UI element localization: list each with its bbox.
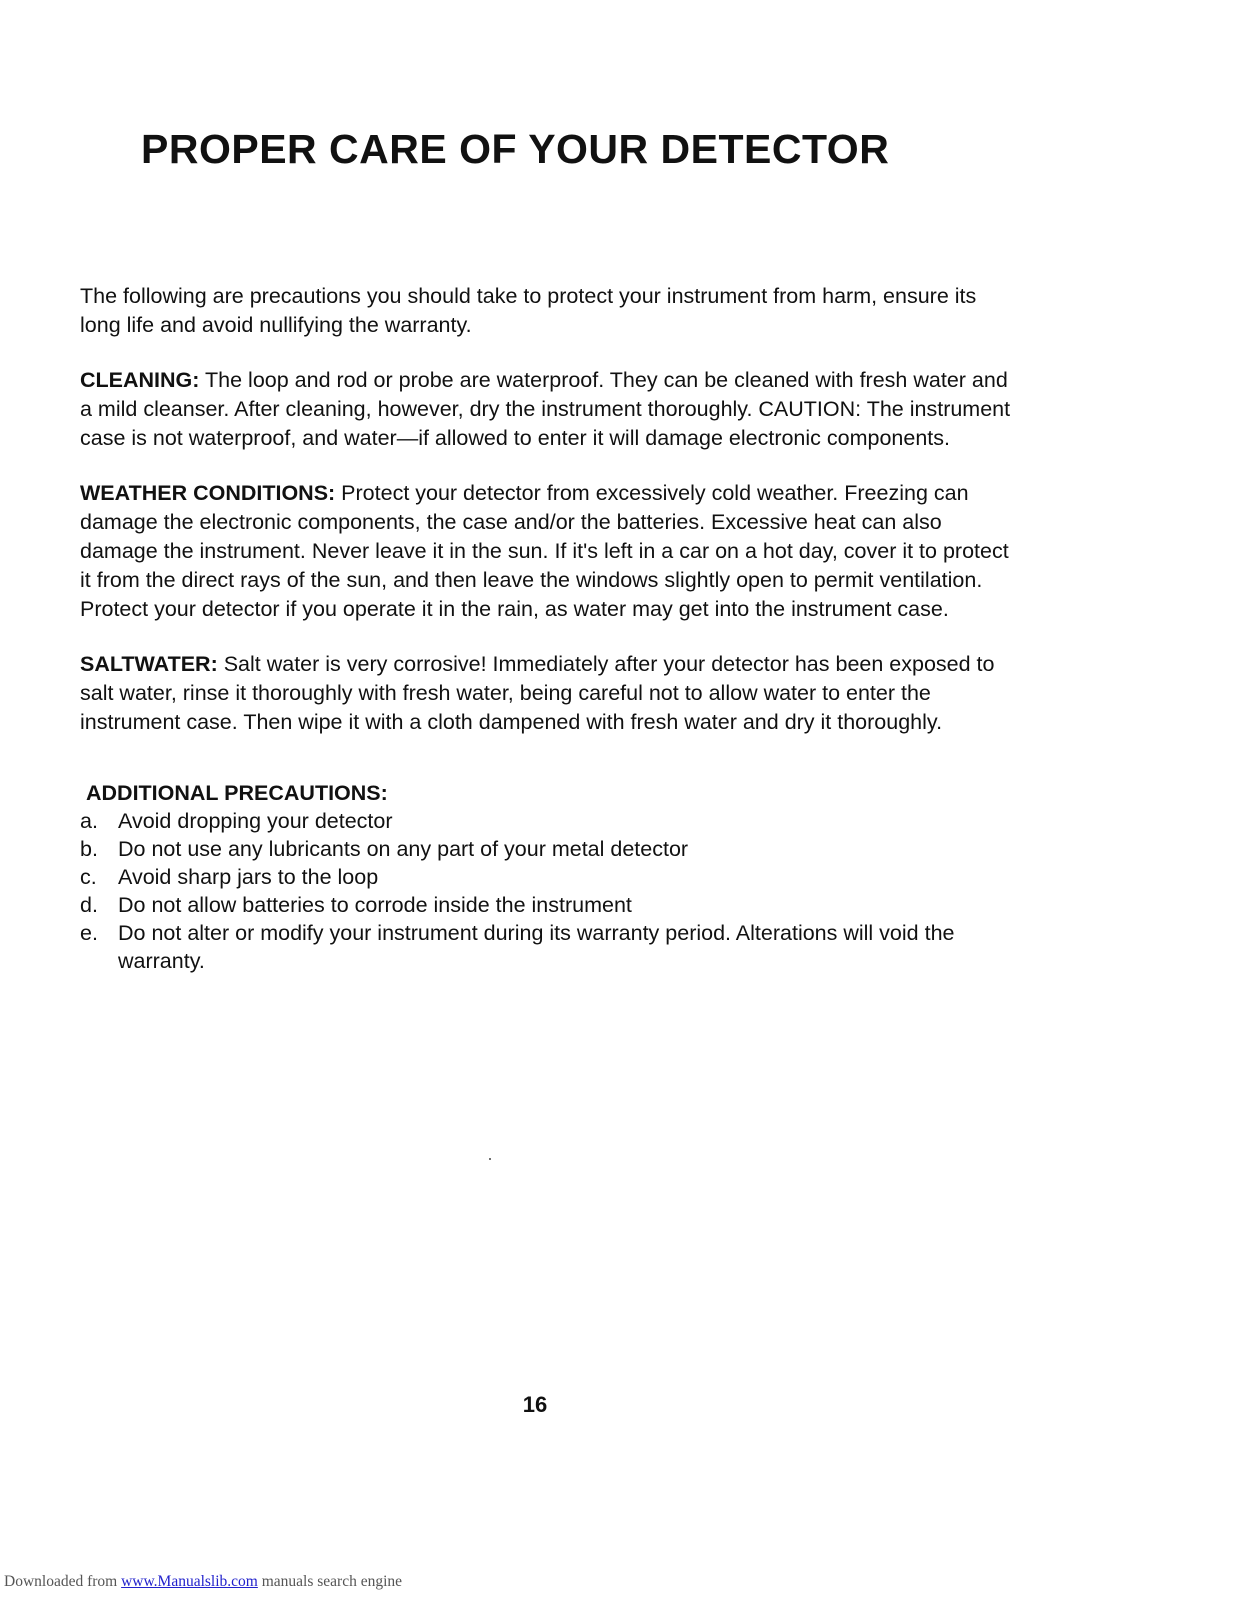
download-footer [4,1573,402,1591]
list-item-text: Do not alter or modify your instrument during its warranty period. Alterations will void the warranty. [118,921,955,973]
list-marker: e. [80,921,98,945]
intro-paragraph: The following are precautions you should take to protect your instrument from harm, ensure its long life and avoid nullifying the warranty. [80,284,977,337]
page-content [80,282,1020,975]
additional-precautions [80,779,1020,975]
list-item [80,891,1020,919]
list-item [80,807,1020,835]
list-marker: b. [80,837,98,861]
scan-speck [489,1158,491,1160]
cleaning-heading: CLEANING: [80,368,200,392]
list-item-text: Do not use any lubricants on any part of your metal detector [118,837,689,861]
footer-suffix: manuals search engine [257,1573,403,1590]
list-item [80,863,1020,891]
list-item-text: Avoid sharp jars to the loop [118,865,379,889]
manualslib-link[interactable]: www.Manualslib.com [121,1573,258,1590]
weather-section [80,479,1020,624]
page-number: 16 [522,1392,548,1417]
list-marker: a. [80,809,98,833]
list-marker: d. [80,893,98,917]
saltwater-section [80,650,1020,737]
list-item [80,919,1020,975]
cleaning-section [80,366,1020,453]
list-item [80,835,1020,863]
list-item-text: Do not allow batteries to corrode inside the instrument [118,893,632,917]
weather-heading: WEATHER CONDITIONS: [80,481,336,505]
footer-prefix: Downloaded from [4,1573,122,1590]
precautions-heading: ADDITIONAL PRECAUTIONS: [86,781,388,805]
list-marker: c. [80,865,97,889]
saltwater-body: Salt water is very corrosive! Immediately after your detector has been exposed to salt water, rinse it thoroughly with fresh water, being careful not to allow water to enter the instrument case. Then wipe it with a cloth dampened with fresh water and dry it thoroughly. [80,652,995,734]
list-item-text: Avoid dropping your detector [118,809,393,833]
cleaning-body: The loop and rod or probe are waterproof. They can be cleaned with fresh water and a mild cleanser. After cleaning, however, dry the instrument thoroughly. CAUTION: The instrument case is not waterproof, and water—if allowed to enter it will damage electronic components. [80,368,1011,450]
weather-body: Protect your detector from excessively cold weather. Freezing can damage the electronic components, the case and/or the batteries. Excessive heat can also damage the instrument. Never leave it in the sun. If it's left in a car on a hot day, cover it to protect it from the direct rays of the sun, and then leave the windows slightly open to permit ventilation. Protect your detector if you operate it in the rain, as water may get into the instrument case. [80,481,1009,621]
saltwater-heading: SALTWATER: [80,652,218,676]
precaution-list [80,807,1020,975]
page-title: PROPER CARE OF YOUR DETECTOR [141,126,890,172]
